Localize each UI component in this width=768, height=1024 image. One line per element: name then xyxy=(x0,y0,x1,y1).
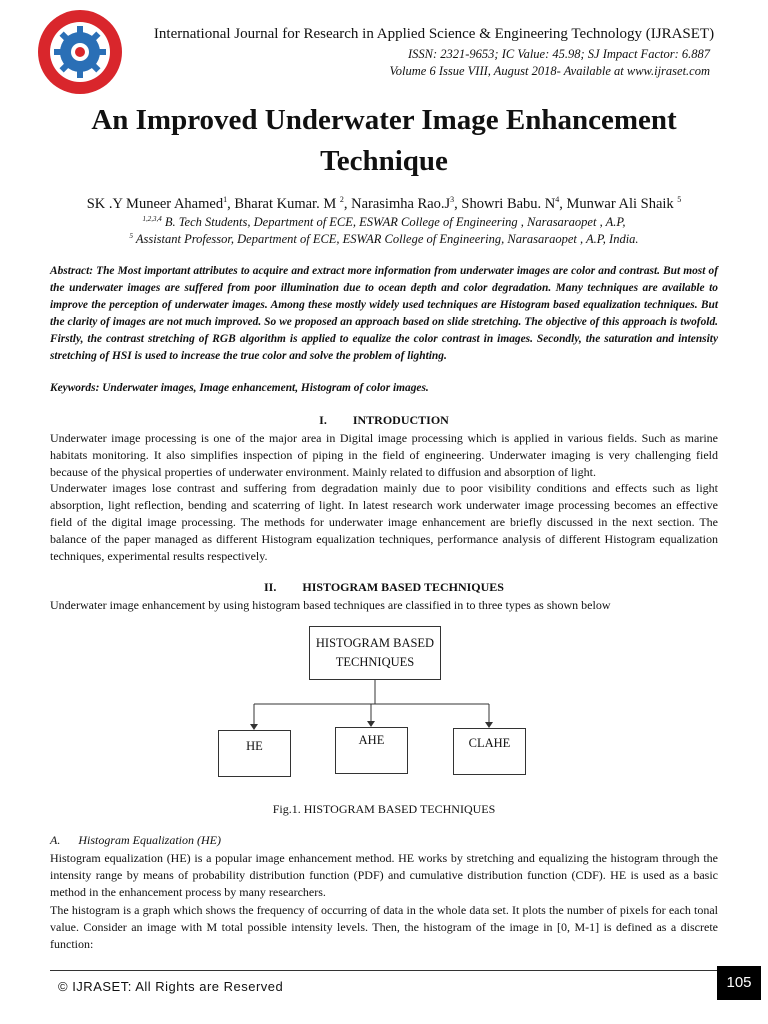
title-line-1: An Improved Underwater Image Enhancement xyxy=(91,104,677,136)
affiliation-2-text: Assistant Professor, Department of ECE, ESWAR College of Engineering, Narasaraopet , A.P, India. xyxy=(135,232,639,247)
section-number: II. xyxy=(264,580,277,594)
root-line-2: TECHNIQUES xyxy=(335,655,415,669)
section-heading-histogram xyxy=(50,580,718,595)
author-sup: 2 xyxy=(339,195,344,204)
page-number: 105 xyxy=(717,966,761,1000)
author-name: SK .Y Muneer Ahamed xyxy=(86,195,224,212)
journal-logo xyxy=(36,8,124,96)
subsection-heading-he xyxy=(50,833,221,848)
volume-line: Volume 6 Issue VIII, August 2018- Available at www.ijraset.com xyxy=(389,64,710,78)
diagram-node-he: HE xyxy=(218,730,291,777)
author-list: SK .Y Muneer Ahamed$^1$, Bharat Kumar. M $^2$, Narasimha $Rao.J^3$, Showri Babu. $N^4$, Munwar Ali Shaik $^5$ xyxy=(86,195,682,212)
journal-name: International Journal for Research in Applied Science & Engineering Technology (IJRASET) xyxy=(153,26,715,42)
issn-line: ISSN: 2321-9653; IC Value: 45.98; SJ Impact Factor: 6.887 xyxy=(407,47,710,61)
footer-copyright: © IJRASET: All Rights are Reserved xyxy=(58,979,284,994)
affiliation-2 xyxy=(40,232,728,247)
author-sup: 5 xyxy=(677,195,682,204)
diagram-node-clahe: CLAHE xyxy=(453,728,526,775)
section-title: HISTOGRAM BASED TECHNIQUES xyxy=(302,580,504,594)
author-sup: 4 xyxy=(555,195,560,204)
subsection-title: Histogram Equalization (HE) xyxy=(78,833,222,847)
affiliation-1-sup: 1,2,3,4 xyxy=(142,215,162,223)
footer-rule xyxy=(50,970,718,971)
author-name: Bharat Kumar. M xyxy=(234,195,337,212)
affiliation-1-text: B. Tech Students, Department of ECE, ESWAR College of Engineering , Narasaraopet , A.P, xyxy=(164,215,626,230)
he-paragraph-2: The histogram is a graph which shows the frequency of occurring of data in the whole data set. It plots the number of pixels for each tonal value. Consider an image with M total possible intensity levels. Then, the histogram of the image in [0, M-1] is defined as a discrete function: xyxy=(50,903,718,951)
histogram-paragraph-1: Underwater image enhancement by using histogram based techniques are classified in to three types as shown below xyxy=(50,598,611,612)
author-name: Munwar Ali Shaik xyxy=(566,195,674,212)
histogram-techniques-diagram xyxy=(210,620,520,785)
abstract: Abstract: The Most important attributes to acquire and extract more information from underwater images are color and contrast. But most of the underwater images are suffered from poor illumination due to ocean depth and color degradation. Many techniques are available to improve the perception of underwater images. Among these mostly widely used techniques are Histogram based equalization techniques. But the clarity of images are not much improved. So we proposed an approach based on slide stretching. The objective of this approach is twofold. Firstly, the contrast stretching of RGB algorithm is applied to equalize the color contrast in images. Secondly, the saturation and intensity stretching of HSI is used to increase the true color and solve the problem of lighting. xyxy=(50,265,718,362)
title-line-2: Technique xyxy=(320,145,448,177)
paper-title xyxy=(40,100,728,182)
section-title: INTRODUCTION xyxy=(352,413,449,427)
root-line-1: HISTOGRAM BASED xyxy=(315,636,435,650)
author-sup: 1 xyxy=(223,195,228,204)
diagram-root-node xyxy=(309,626,441,680)
he-paragraph-1: Histogram equalization (HE) is a popular image enhancement method. HE works by stretching and equalizing the histogram through the intensity range by means of probability distribution function (PDF) and cumulative distribution function (CDF). HE is used as a basic method in the enhancement process by many researchers. xyxy=(50,851,718,899)
intro-paragraph-2: Underwater images lose contrast and suffering from degradation mainly due to poor visibility conditions and effects such as light absorption, light reflection, bending and scaterring of light. In latest research work underwater image processing becomes an effective field of the digital image processing. The methods for underwater image enhancement are briefly discussed in the next section. The balance of the paper managed as different Histogram equalization techniques, performance analysis of different Histogram equalization techniques, experimental results respectively. xyxy=(50,481,718,563)
diagram-node-ahe: AHE xyxy=(335,727,408,774)
intro-paragraph-1: Underwater image processing is one of the major area in Digital image processing which is applied in various fields. Such as marine habitats monitoring. It also simplifies inspection of piping in the field of engineering. Underwater imaging is very challenging field because of the physical properties of underwater environment. Mainly related to diffusion and absorption of light. xyxy=(50,431,718,479)
section-number: I. xyxy=(319,413,327,427)
affiliation-1 xyxy=(40,215,728,230)
section-heading-introduction xyxy=(50,413,718,428)
affiliation-2-sup: 5 xyxy=(129,232,133,240)
keywords: Keywords: Underwater images, Image enhancement, Histogram of color images. xyxy=(50,382,429,394)
subsection-letter: A. xyxy=(50,833,61,847)
figure-caption: Fig.1. HISTOGRAM BASED TECHNIQUES xyxy=(272,802,496,816)
author-name: Showri Babu. N xyxy=(461,195,556,212)
author-sup: 3 xyxy=(450,195,455,204)
author-name: Narasimha Rao.J xyxy=(351,195,451,212)
